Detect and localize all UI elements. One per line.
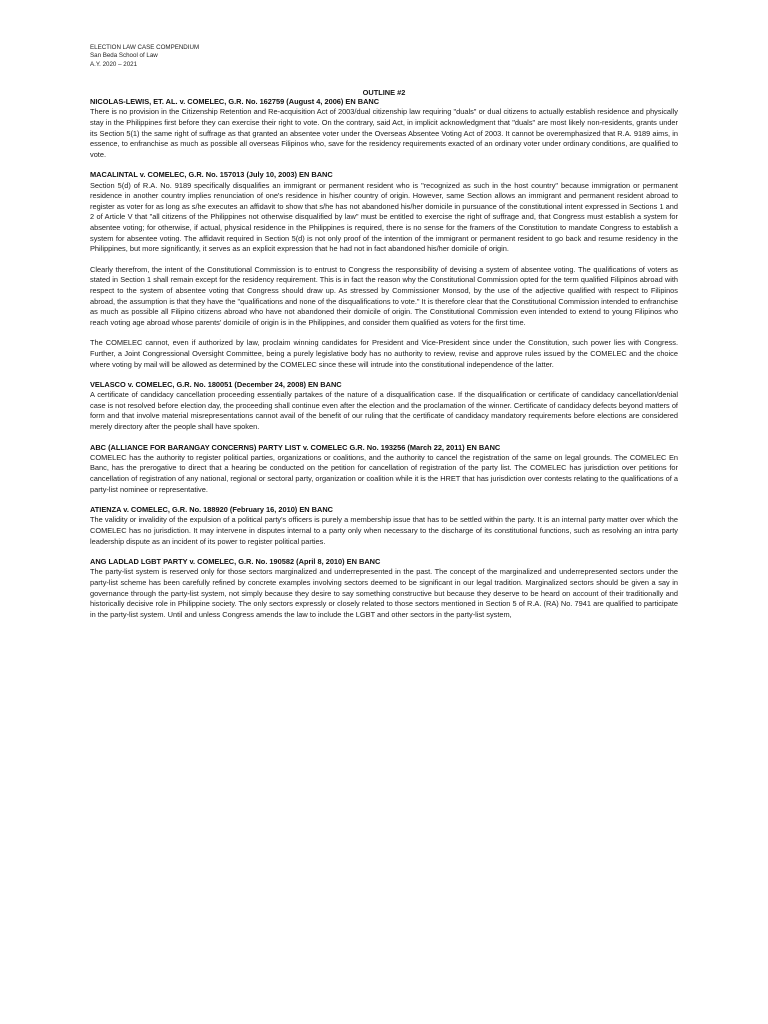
- header-academic-year: A.Y. 2020 – 2021: [90, 60, 138, 68]
- case-title: ANG LADLAD LGBT PARTY v. COMELEC, G.R. No. 190582 (April 8, 2010) EN BANC: [90, 557, 381, 567]
- case-paragraph: A certificate of candidacy cancellation proceeding essentially partakes of the nature of a disqualification case. If the disqualification or certificate of candidacy cancellation/denial case is not resolved before election day, the proceeding shall continue even after the election and the proclamation of the winner. Certificate of candidacy defects beyond matters of form and that involve material misrepresentations cannot avail of the benefit of our ruling that the certificate of candidacy mandatory requirements before elections are considered merely directory after the people shall have spoken.: [90, 390, 678, 432]
- case-ang-ladlad: [90, 557, 678, 620]
- case-velasco: [90, 380, 678, 433]
- case-abc-party-list: [90, 443, 678, 496]
- case-paragraph: Clearly therefrom, the intent of the Constitutional Commission is to entrust to Congress the responsibility of devising a system of absentee voting. The qualifications of voters as stated in Section 1 shall remain except for the residency requirement. This is in fact the reason why the Constitutional Commission opted for the term qualified Filipinos abroad with respect to the system of absentee voting that Congress should draw up. As stressed by Commissioner Monsod, by the use of the adjective qualified with respect to Filipinos abroad, the assumption is that they have the "qualifications and none of the disqualifications to vote." It is therefore clear that the Constitutional Commission intended to enfranchise as much as possible all Filipino citizens abroad who have not abandoned their domicile of origin. The Constitutional Commission even intended to extend to young Filipinos who reach voting age abroad whose parents' domicile of origin is in the Philippines, and consider them qualified as voters for the first time.: [90, 264, 678, 327]
- header-school: San Beda School of Law: [90, 52, 158, 60]
- outline-title: OUTLINE #2: [362, 88, 406, 98]
- case-nicolas-lewis: [90, 97, 678, 160]
- case-title: NICOLAS-LEWIS, ET. AL. v. COMELEC, G.R. No. 162759 (August 4, 2006) EN BANC: [90, 97, 380, 107]
- case-paragraph: COMELEC has the authority to register political parties, organizations or coalitions, and the authority to cancel the registration of the same on legal grounds. The COMELEC En Banc, has the prerogative to direct that a hearing be conducted on the petition for cancellation of registration of the party list. The COMELEC has jurisdiction over petitions for cancellation of registration of any national, regional or sectoral party, organization or coalition while it is the HRET that has jurisdiction over contests relating to the qualifications of a party-list nominee or representative.: [90, 452, 678, 494]
- header-title: ELECTION LAW CASE COMPENDIUM: [90, 44, 200, 51]
- case-title: ATIENZA v. COMELEC, G.R. No. 188920 (February 16, 2010) EN BANC: [90, 505, 333, 515]
- case-paragraph: There is no provision in the Citizenship Retention and Re-acquisition Act of 2003/dual citizenship law requiring "duals" or dual citizens to actually establish residence and physically stay in the Philippines first before they can exercise their right to vote. On the contrary, said Act, in implicit acknowledgment that "duals" are most likely non-residents, grants under its Section 5(1) the same right of suffrage as that granted an absentee voter under the Overseas Absentee Voting Act of 2003. It cannot be overemphasized that R.A. 9189 aims, in essence, to enfranchise as much as possible all overseas Filipinos who, save for the residency requirements exacted of an ordinary voter under ordinary conditions, are qualified to vote.: [90, 107, 678, 159]
- case-macalintal: [90, 170, 678, 370]
- case-paragraph: The COMELEC cannot, even if authorized by law, proclaim winning candidates for President and Vice-President since under the Constitution, such power lies with Congress. Further, a Joint Congressional Oversight Committee, being a purely legislative body has no authority to review, revise and approve rules issued by the COMELEC and the choice where voting by mail will be allowed as determined by the COMELEC since these will intrude into the constitutional independence of the latter.: [90, 338, 678, 369]
- document-header: [90, 44, 678, 69]
- case-title: MACALINTAL v. COMELEC, G.R. No. 157013 (July 10, 2003) EN BANC: [90, 170, 333, 180]
- document-page: [90, 44, 678, 620]
- case-atienza: [90, 505, 678, 547]
- case-paragraph: The validity or invalidity of the expulsion of a political party's officers is purely a membership issue that has to be settled within the party. It is an internal party matter over which the COMELEC has no jurisdiction. It may intervene in disputes internal to a party only when necessary to the discharge of its constitutional functions, such as resolving an intra party leadership dispute as an incident of its power to register political parties.: [90, 515, 678, 546]
- case-paragraph: The party-list system is reserved only for those sectors marginalized and underrepresented in the past. The concept of the marginalized and underrepresented sectors under the party-list scheme has been carefully refined by concrete examples involving sectors deemed to be significant in our legal tradition. Marginalized sectors should be given a say in governance through the party-list system, not simply because they desire to say something constructive but because they deserve to be heard on account of their traditionally and historically decisive role in Philippine society. The only sectors expressly or closely related to those sectors mentioned in Section 5 of R.A. (RA) No. 7941 are qualified to participate in the party-list system. Until and unless Congress amends the law to include the LGBT and other sectors in the party-list system,: [90, 567, 678, 619]
- case-title: VELASCO v. COMELEC, G.R. No. 180051 (December 24, 2008) EN BANC: [90, 380, 342, 390]
- case-title: ABC (ALLIANCE FOR BARANGAY CONCERNS) PARTY LIST v. COMELEC G.R. No. 193256 (March 22, 2011) EN BANC: [90, 442, 501, 452]
- case-paragraph: Section 5(d) of R.A. No. 9189 specifically disqualifies an immigrant or permanent resident who is "recognized as such in the host country" because immigration or permanent residence in another country implies renunciation of one's residence in his/her country of origin. However, same Section allows an immigrant and permanent resident abroad to register as voter for as long as s/he executes an affidavit to show that s/he has not abandoned his/her domicile in pursuance of the constitutional intent expressed in Sections 1 and 2 of Article V that "all citizens of the Philippines not otherwise disqualified by law" must be entitled to exercise the right of suffrage and, that Congress must establish a system for absentee voting; for otherwise, if actual, physical residence in the Philippines is required, there is no sense for the framers of the Constitution to mandate Congress to establish a system for absentee voting. The affidavit required in Section 5(d) is not only proof of the intention of the immigrant or permanent resident to go back and resume residency in the Philippines, but more significantly, it serves as an explicit expression that he had not in fact abandoned his/her domicile of origin.: [90, 180, 678, 254]
